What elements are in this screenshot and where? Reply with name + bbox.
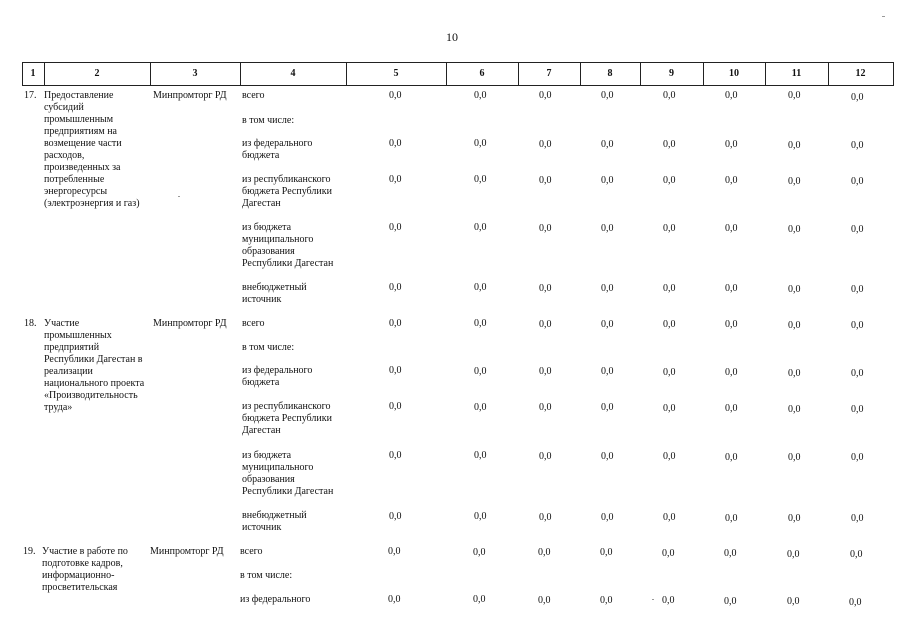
row-label: всего <box>240 546 263 557</box>
header-cell: 10 <box>729 68 739 79</box>
value-cell: 0,0 <box>788 452 801 463</box>
row-label: в том числе: <box>242 342 295 353</box>
section-executor: Минпромторг РД <box>153 90 227 101</box>
value-cell: 0,0 <box>724 548 737 559</box>
header-cell: 6 <box>479 68 485 79</box>
value-cell: 0,0 <box>851 140 864 151</box>
value-cell: 0,0 <box>851 513 864 524</box>
value-cell: 0,0 <box>474 318 487 329</box>
header-cell: 1 <box>30 68 36 79</box>
value-cell: 0,0 <box>851 284 864 295</box>
table-top-border <box>22 62 894 63</box>
value-cell: 0,0 <box>389 401 402 412</box>
value-cell: 0,0 <box>601 90 614 101</box>
value-cell: 0,0 <box>725 223 738 234</box>
row-label: из бюджета муниципального образования Республики Дагестан <box>242 450 334 497</box>
value-cell: 0,0 <box>663 223 676 234</box>
value-cell: 0,0 <box>474 511 487 522</box>
value-cell: 0,0 <box>389 90 402 101</box>
value-cell: 0,0 <box>662 548 675 559</box>
value-cell: 0,0 <box>851 92 864 103</box>
value-cell: 0,0 <box>788 513 801 524</box>
value-cell: 0,0 <box>851 404 864 415</box>
value-cell: 0,0 <box>851 368 864 379</box>
value-cell: 0,0 <box>724 596 737 607</box>
value-cell: 0,0 <box>601 366 614 377</box>
value-cell: 0,0 <box>539 366 552 377</box>
value-cell: 0,0 <box>788 140 801 151</box>
value-cell: 0,0 <box>474 282 487 293</box>
header-cell: 5 <box>393 68 399 79</box>
value-cell: 0,0 <box>473 594 486 605</box>
section-title: Участие промышленных предприятий Республики Дагестан в реализации национального проекта «Производительность труда» <box>44 318 145 413</box>
value-cell: 0,0 <box>601 175 614 186</box>
value-cell: 0,0 <box>539 90 552 101</box>
value-cell: 0,0 <box>538 547 551 558</box>
value-cell: 0,0 <box>662 595 675 606</box>
value-cell: 0,0 <box>601 319 614 330</box>
row-label: из федерального бюджета <box>242 365 313 388</box>
section-number: 18. <box>24 318 37 329</box>
value-cell: 0,0 <box>474 222 487 233</box>
value-cell: 0,0 <box>849 597 862 608</box>
header-cell: 2 <box>94 68 100 79</box>
value-cell: 0,0 <box>473 547 486 558</box>
value-cell: 0,0 <box>725 513 738 524</box>
header-cell: 8 <box>607 68 613 79</box>
value-cell: 0,0 <box>663 512 676 523</box>
scan-speck <box>178 196 180 197</box>
page-number: 10 <box>446 30 458 44</box>
value-cell: 0,0 <box>663 283 676 294</box>
row-label: из республиканского бюджета Республики Дагестан <box>242 174 332 209</box>
row-label: из бюджета муниципального образования Республики Дагестан <box>242 222 334 269</box>
section-executor: Минпромторг РД <box>150 546 224 557</box>
value-cell: 0,0 <box>389 222 402 233</box>
value-cell: 0,0 <box>663 319 676 330</box>
row-label: всего <box>242 90 265 101</box>
value-cell: 0,0 <box>474 450 487 461</box>
value-cell: 0,0 <box>725 367 738 378</box>
value-cell: 0,0 <box>601 402 614 413</box>
value-cell: 0,0 <box>850 549 863 560</box>
value-cell: 0,0 <box>663 175 676 186</box>
scan-speck <box>882 16 885 17</box>
value-cell: 0,0 <box>538 595 551 606</box>
value-cell: 0,0 <box>787 549 800 560</box>
value-cell: 0,0 <box>389 138 402 149</box>
header-cell: 11 <box>791 68 802 79</box>
row-label: в том числе: <box>240 570 293 581</box>
value-cell: 0,0 <box>600 595 613 606</box>
header-cell: 3 <box>192 68 198 79</box>
section-title: Участие в работе по подготовке кадров, информационно-просветительская <box>42 546 128 593</box>
header-cell: 4 <box>290 68 296 79</box>
value-cell: 0,0 <box>389 365 402 376</box>
value-cell: 0,0 <box>474 174 487 185</box>
value-cell: 0,0 <box>788 368 801 379</box>
value-cell: 0,0 <box>601 451 614 462</box>
value-cell: 0,0 <box>539 451 552 462</box>
value-cell: 0,0 <box>474 366 487 377</box>
value-cell: 0,0 <box>539 283 552 294</box>
table-header-bottom-border <box>22 85 894 86</box>
value-cell: 0,0 <box>725 319 738 330</box>
value-cell: 0,0 <box>388 546 401 557</box>
value-cell: 0,0 <box>474 138 487 149</box>
value-cell: 0,0 <box>601 283 614 294</box>
table-right-border <box>893 62 894 86</box>
section-executor: Минпромторг РД <box>153 318 227 329</box>
value-cell: 0,0 <box>663 451 676 462</box>
row-label: из республиканского бюджета Республики Дагестан <box>242 401 332 436</box>
row-label: всего <box>242 318 265 329</box>
section-number: 19. <box>23 546 36 557</box>
value-cell: 0,0 <box>539 512 552 523</box>
section-title: Предоставление субсидий промышленным предприятиям на возмещение части расходов, произведенных за потребленные энергоресурсы (электроэнергия и газ) <box>44 90 140 209</box>
value-cell: 0,0 <box>851 224 864 235</box>
value-cell: 0,0 <box>725 283 738 294</box>
value-cell: 0,0 <box>851 176 864 187</box>
row-label: внебюджетный источник <box>242 510 307 533</box>
value-cell: 0,0 <box>663 367 676 378</box>
value-cell: 0,0 <box>601 139 614 150</box>
value-cell: 0,0 <box>663 403 676 414</box>
value-cell: 0,0 <box>663 90 676 101</box>
value-cell: 0,0 <box>389 450 402 461</box>
value-cell: 0,0 <box>389 318 402 329</box>
header-cell: 7 <box>546 68 552 79</box>
scan-speck <box>652 599 654 600</box>
row-label: в том числе: <box>242 115 295 126</box>
value-cell: 0,0 <box>539 139 552 150</box>
value-cell: 0,0 <box>725 139 738 150</box>
value-cell: 0,0 <box>601 223 614 234</box>
value-cell: 0,0 <box>474 402 487 413</box>
value-cell: 0,0 <box>788 404 801 415</box>
header-cell: 9 <box>669 68 674 79</box>
value-cell: 0,0 <box>851 320 864 331</box>
value-cell: 0,0 <box>788 284 801 295</box>
value-cell: 0,0 <box>539 175 552 186</box>
value-cell: 0,0 <box>788 224 801 235</box>
section-number: 17. <box>24 90 37 101</box>
value-cell: 0,0 <box>474 90 487 101</box>
value-cell: 0,0 <box>600 547 613 558</box>
header-cell: 12 <box>855 68 866 79</box>
value-cell: 0,0 <box>725 452 738 463</box>
value-cell: 0,0 <box>788 90 801 101</box>
row-label: внебюджетный источник <box>242 282 307 305</box>
value-cell: 0,0 <box>389 174 402 185</box>
value-cell: 0,0 <box>539 402 552 413</box>
value-cell: 0,0 <box>725 90 738 101</box>
value-cell: 0,0 <box>539 319 552 330</box>
value-cell: 0,0 <box>663 139 676 150</box>
value-cell: 0,0 <box>788 176 801 187</box>
value-cell: 0,0 <box>725 403 738 414</box>
value-cell: 0,0 <box>389 282 402 293</box>
value-cell: 0,0 <box>388 594 401 605</box>
row-label: из федерального <box>240 594 311 605</box>
value-cell: 0,0 <box>787 596 800 607</box>
value-cell: 0,0 <box>725 175 738 186</box>
value-cell: 0,0 <box>601 512 614 523</box>
row-label: из федерального бюджета <box>242 138 313 161</box>
value-cell: 0,0 <box>389 511 402 522</box>
value-cell: 0,0 <box>539 223 552 234</box>
value-cell: 0,0 <box>788 320 801 331</box>
value-cell: 0,0 <box>851 452 864 463</box>
